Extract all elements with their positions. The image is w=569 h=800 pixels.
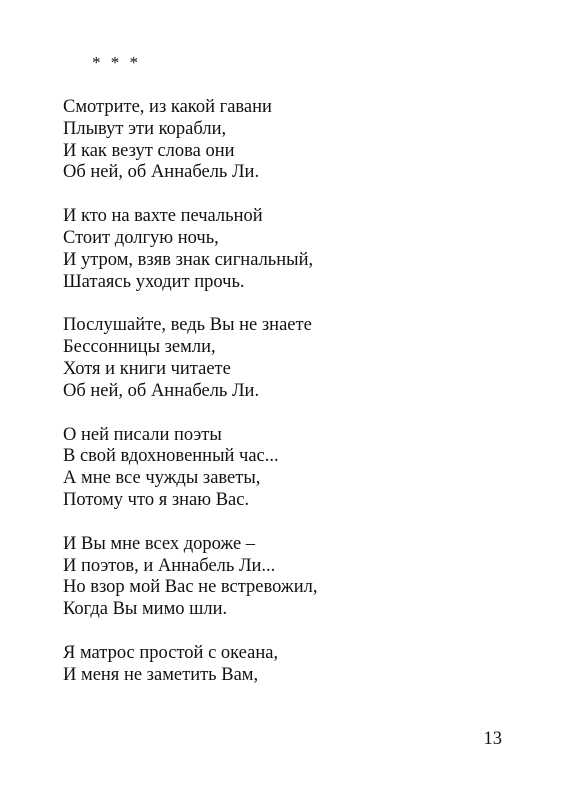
stanza — [63, 206, 523, 293]
poem-line: Потому что я знаю Вас. — [63, 489, 250, 510]
poem-line: Но взор мой Вас не встревожил, — [63, 577, 318, 598]
stanza — [63, 97, 523, 184]
poem-line: Плывут эти корабли, — [63, 118, 227, 139]
poem-line: И кто на вахте печальной — [63, 206, 263, 227]
poem-line: Послушайте, ведь Вы не знаете — [63, 315, 312, 336]
poem-line: Шатаясь уходит прочь. — [63, 271, 245, 292]
stanza — [63, 534, 523, 621]
poem-line: И поэтов, и Аннабель Ли... — [63, 555, 276, 576]
poem-line: Об ней, об Аннабель Ли. — [63, 380, 260, 401]
stanza — [63, 425, 523, 512]
poem-line: И меня не заметить Вам, — [63, 664, 259, 685]
page-number: 13 — [483, 729, 502, 749]
poem-line: Когда Вы мимо шли. — [63, 599, 228, 620]
poem-line: И утром, взяв знак сигнальный, — [63, 249, 314, 270]
stanza — [63, 315, 523, 402]
poem-body — [63, 97, 523, 709]
poem-line: Хотя и книги читаете — [63, 358, 231, 379]
poem-line: Стоит долгую ночь, — [63, 227, 219, 248]
poem-line: Бессонницы земли, — [63, 337, 216, 358]
poem-line: И как везут слова они — [63, 140, 235, 161]
poem-line: О ней писали поэты — [63, 424, 222, 445]
poem-line: Об ней, об Аннабель Ли. — [63, 162, 260, 183]
poem-line: И Вы мне всех дороже – — [63, 533, 256, 554]
stanza — [63, 643, 523, 687]
poem-line: Смотрите, из какой гавани — [63, 97, 272, 117]
poem-line: Я матрос простой с океана, — [63, 642, 279, 663]
poem-line: А мне все чужды заветы, — [63, 468, 261, 489]
section-ornament: * * * — [92, 53, 141, 72]
poem-line: В свой вдохновенный час... — [63, 446, 279, 467]
